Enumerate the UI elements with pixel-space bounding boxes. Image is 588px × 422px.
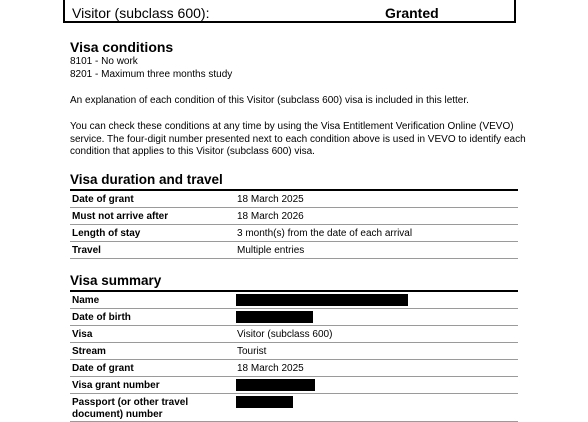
row-value: Multiple entries xyxy=(237,245,305,256)
visa-duration-travel-table xyxy=(70,189,518,259)
table-row xyxy=(70,292,518,309)
row-label: Visa xyxy=(72,329,93,340)
visa-summary-table xyxy=(70,290,518,422)
table-row xyxy=(70,343,518,360)
row-label: Passport (or other travel document) number xyxy=(72,397,189,420)
row-value: 18 March 2026 xyxy=(237,211,304,222)
row-value: 3 month(s) from the date of each arrival xyxy=(237,228,413,239)
table-row xyxy=(70,326,518,343)
row-label: Date of grant xyxy=(72,194,134,205)
conditions-explanation-text: An explanation of each condition of this Visitor (subclass 600) visa is included in this letter. xyxy=(70,95,469,106)
row-label: Date of birth xyxy=(72,312,131,323)
redaction-block xyxy=(236,294,408,306)
row-label: Must not arrive after xyxy=(72,211,169,222)
visa-duration-travel-heading: Visa duration and travel xyxy=(70,172,223,187)
row-label: Date of grant xyxy=(72,363,134,374)
table-row xyxy=(70,377,518,394)
redaction-block xyxy=(236,396,293,408)
row-value: Visitor (subclass 600) xyxy=(237,329,333,340)
row-label: Length of stay xyxy=(72,228,141,239)
row-label: Stream xyxy=(72,346,106,357)
visa-status-value: Granted xyxy=(385,5,439,21)
vevo-note-text: You can check these conditions at any time by using the Visa Entitlement Verification Online (VEVO) service. The four-digit number presented next to each condition above is used in VEVO to identify each condition that applies to this Visitor (subclass 600) visa. xyxy=(70,121,526,157)
visa-summary-heading: Visa summary xyxy=(70,273,162,288)
row-label: Travel xyxy=(72,245,101,256)
row-value: 18 March 2025 xyxy=(237,363,304,374)
table-row xyxy=(70,242,518,259)
redaction-block xyxy=(236,311,313,323)
visa-grant-box xyxy=(63,0,516,23)
condition-item: 8101 - No work xyxy=(70,56,138,67)
table-row xyxy=(70,208,518,225)
table-row xyxy=(70,309,518,326)
table-row xyxy=(70,360,518,377)
condition-item: 8201 - Maximum three months study xyxy=(70,69,233,80)
visa-conditions-heading: Visa conditions xyxy=(70,39,174,55)
table-row xyxy=(70,191,518,208)
row-label: Name xyxy=(72,295,100,306)
table-row xyxy=(70,394,518,422)
visa-subclass-label: Visitor (subclass 600): xyxy=(72,5,210,21)
row-value: Tourist xyxy=(237,346,267,357)
row-label: Visa grant number xyxy=(72,380,160,391)
table-row xyxy=(70,225,518,242)
redaction-block xyxy=(236,379,315,391)
row-value: 18 March 2025 xyxy=(237,194,304,205)
